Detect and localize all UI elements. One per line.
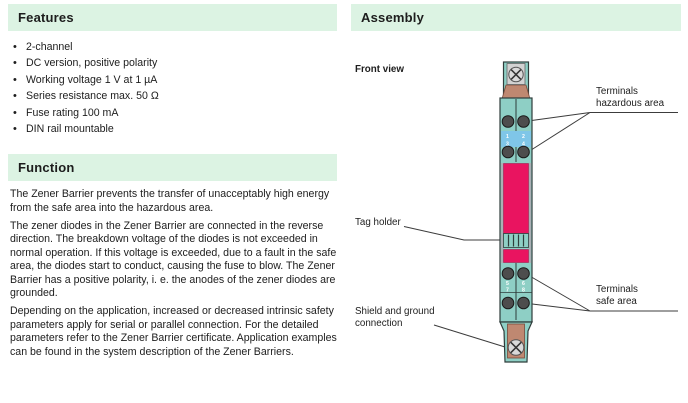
assembly-title: Assembly: [361, 10, 425, 25]
terminal-number: 1: [506, 134, 509, 140]
function-paragraph: The zener diodes in the Zener Barrier are connected in the reverse direction. The breakdown voltage of the diodes is not exceeded in normal operation. If this voltage is exceeded, due to a fault in the safe area, the diodes start to conduct, causing the fuse to blow. The Zener Barrier has a positive polarity, i. e. the anodes of the zener diodes are grounded.: [10, 219, 337, 299]
terminal-number: 4: [522, 141, 525, 148]
terminal-screw: [502, 297, 514, 309]
terminal-number: 8: [522, 287, 525, 294]
terminal-number: 2: [522, 134, 525, 140]
terminal-screw: [518, 146, 530, 158]
leader-lines: [404, 113, 678, 348]
feature-item: • 2-channel: [10, 39, 330, 55]
function-paragraph: Depending on the application, increased or decreased intrinsic safety parameters apply for serial or parallel connection. For the detailed parameters refer to the Zener Barrier certificate. Application examples can be found in the system description of the Zener Barriers.: [10, 305, 337, 358]
tag-holder-band: [504, 234, 529, 248]
terminal-screw: [502, 116, 514, 128]
side-rail: [501, 163, 504, 263]
function-text: [10, 188, 340, 364]
feature-item: • DIN rail mountable: [10, 121, 330, 137]
feature-item: • Working voltage 1 V at 1 µA: [10, 72, 330, 88]
side-rail: [529, 163, 532, 263]
callout-terminals-hazardous: [596, 86, 664, 111]
callout-line: connection: [355, 318, 403, 330]
features-list: [10, 39, 330, 137]
callout-line: safe area: [596, 296, 637, 308]
terminal-number: 3: [506, 141, 509, 148]
callout-tag-holder: Tag holder: [355, 217, 401, 228]
features-title: Features: [18, 10, 74, 25]
terminal-screw: [518, 116, 530, 128]
label-area-upper: [504, 164, 529, 234]
callout-line: Terminals: [596, 284, 638, 295]
callout-line: Terminals: [596, 86, 638, 97]
features-section-header: [8, 4, 337, 31]
function-section-header: [8, 154, 337, 181]
terminal-number: 5: [506, 281, 509, 287]
feature-item: • DC version, positive polarity: [10, 55, 330, 71]
label-area-lower: [504, 250, 529, 263]
front-view-label: Front view: [355, 64, 404, 75]
terminal-screw: [502, 268, 514, 280]
top-terminal-clamp: [502, 62, 530, 100]
function-paragraph: The Zener Barrier prevents the transfer of unacceptably high energy from the safe area into the hazardous area.: [10, 188, 330, 214]
leader-tag-holder: [404, 227, 502, 241]
callout-line: Shield and ground: [355, 306, 435, 317]
terminal-screw: [518, 268, 530, 280]
terminal-number: 7: [506, 287, 509, 294]
feature-item: • Fuse rating 100 mA: [10, 105, 330, 121]
terminal-number: 6: [522, 281, 525, 287]
zener-barrier-diagram: [344, 0, 688, 403]
callout-line: hazardous area: [596, 98, 665, 110]
function-title: Function: [18, 160, 75, 175]
callout-terminals-safe: [596, 284, 638, 309]
terminal-screw: [502, 146, 514, 158]
feature-item: • Series resistance max. 50 Ω: [10, 88, 330, 104]
leader-shield-ground: [434, 325, 505, 347]
callout-shield-ground: [355, 306, 435, 331]
terminal-screw: [518, 297, 530, 309]
right-column: [344, 0, 688, 403]
shield-ground-clamp: [500, 322, 532, 362]
leader-terminals-hazardous: [528, 113, 678, 153]
